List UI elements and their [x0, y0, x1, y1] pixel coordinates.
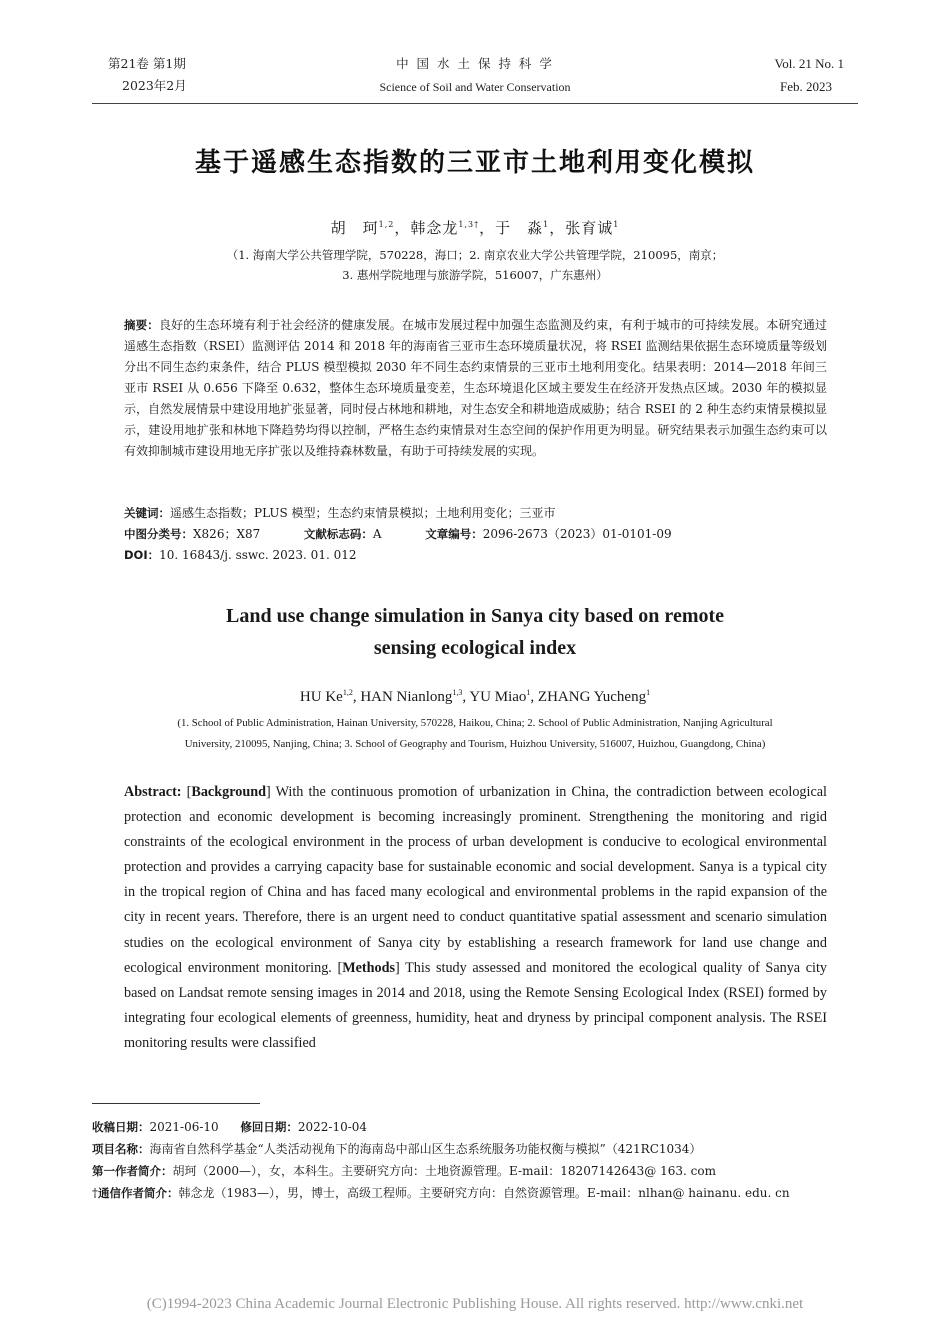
article-no-label: 文章编号：: [425, 527, 483, 541]
classification-row: [124, 524, 827, 545]
doc-code-label: 文献标志码：: [303, 527, 373, 541]
authors-en: [0, 689, 950, 706]
affiliation-en-line-2: University, 210095, Nanjing, China; 3. School of Geography and Tourism, Huizhou University, 516007, Huizhou, Guangdong, China): [184, 738, 766, 750]
title-en-line-1: Land use change simulation in Sanya city based on remote: [225, 605, 725, 627]
header-date-cn: 2023年2月: [122, 78, 187, 93]
clc-label: 中图分类号：: [124, 527, 193, 541]
author-en-2: HAN Nianlong$^{1,3}$,: [360, 688, 470, 705]
title-en-line-2: sensing ecological index: [373, 637, 577, 659]
abstract-cn: [124, 315, 827, 462]
revised-date: 2022-10-04: [297, 1120, 368, 1134]
footnote-corresponding-author: †通信作者简介：韩念龙（1983—），男，博士，高级工程师。主要研究方向：自然资源管理。E-mail：nlhan@ hainanu. edu. cn: [92, 1186, 790, 1200]
header-volume-en: Vol. 21 No. 1: [774, 56, 844, 71]
affiliation-cn-line-1: （1. 海南大学公共管理学院，570228，海口；2. 南京农业大学公共管理学院，210095，南京；: [226, 248, 724, 262]
header-journal-cn: 中 国 水 土 保 持 科 学: [396, 56, 554, 71]
footnote-first-author: 第一作者简介：胡珂（2000—），女，本科生。主要研究方向：土地资源管理。E-mail：18207142643@ 163. com: [92, 1164, 716, 1178]
received-date: 2021-06-10: [149, 1120, 219, 1134]
doi-label: DOI：: [124, 548, 160, 562]
authors-cn: [0, 217, 950, 238]
title-cn: 基于遥感生态指数的三亚市土地利用变化模拟: [194, 148, 755, 178]
footnote-project: 项目名称：海南省自然科学基金“人类活动视角下的海南岛中部山区生态系统服务功能权衡与模拟”（421RC1034）: [92, 1142, 702, 1156]
author-en-4: ZHANG Yucheng$^1$: [537, 688, 651, 705]
doc-code-value: A: [372, 527, 382, 541]
header-journal-en: Science of Soil and Water Conservation: [379, 80, 571, 94]
keywords-cn-label: 关键词：: [124, 506, 170, 520]
header-rule: [92, 103, 858, 104]
clc-value: X826；X87: [193, 527, 261, 541]
doi-row: [124, 545, 827, 566]
abstract-en-part-1: With the continuous promotion of urbanization in China, the contradiction between ecological protection and economic development is becoming increasingly prominent. Strengthening the monitoring and rigid constraints of the ecological environment in the process of urban development is conducive to ecological environmental protection and provides a carrying capacity base for sustainable economic and social development. Sanya is a typical city in the tropical region of China and has faced many ecological and environmental problems in the rapid expansion of the city in recent years. Therefore, there is an urgent need to conduct quantitative spatial assessment and scenario simulation studies on the ecological environment of Sanya city by establishing a research framework for land use change and ecological environment monitoring.: [124, 784, 827, 976]
keywords-cn: [124, 503, 827, 524]
abstract-cn-text: 良好的生态环境有利于社会经济的健康发展。在城市发展过程中加强生态监测及约束，有利于城市的可持续发展。本研究通过遥感生态指数（RSEI）监测评估 2014 和 2018 年的海南省三亚市生态环境质量状况，将 RSEI 监测结果依据生态环境质量等级划分出不同生态约束条件，结合 PLUS 模型模拟 2030 年不同生态约束情景的三亚市土地利用变化。结果表明：2014—2018 年间三亚市 RSEI 从 0.656 下降至 0.632，整体生态环境质量变差，生态环境退化区域主要发生在经济开发热点区域。2030 年的模拟显示，自然发展情景中建设用地扩张显著，同时侵占林地和耕地，对生态安全和耕地造成威胁；结合 RSEI 的 2 种生态约束情景模拟显示，建设用地扩张和林地下降趋势均得以控制，严格生态约束情景对生态空间的保护作用更为明显。研究结果表示加强生态约束可以有效抑制城市建设用地无序扩张以及维持森林数量，有助于可持续发展的实现。: [124, 318, 827, 458]
copyright-footer: (C)1994-2023 China Academic Journal Electronic Publishing House. All rights reserved. http://www.cnki.net: [146, 1296, 804, 1312]
header-date-en: Feb. 2023: [780, 79, 832, 94]
doi-value: 10. 16843/j. sswc. 2023. 01. 012: [159, 548, 357, 562]
affiliations-en: [0, 713, 950, 755]
tag-background: [Background]: [186, 784, 271, 800]
affiliation-en-line-1: (1. School of Public Administration, Hainan University, 570228, Haikou, China; 2. School of Public Administration, Nanjing Agricultural: [177, 717, 773, 729]
abstract-en: [124, 780, 827, 1056]
author-en-1: HU Ke$^{1,2}$,: [299, 688, 361, 705]
title-en: [0, 600, 950, 664]
author-en-3: YU Miao$^1$,: [469, 688, 538, 705]
author-cn-4: 张育诚$^1$: [565, 219, 620, 237]
abstract-en-part-2: This study assessed and monitored the ecological quality of Sanya city based on Landsat remote sensing images in 2014 and 2018, using the Remote Sensing Ecological Index (RSEI) formed by integrating four ecological elements of greenness, humidity, heat and dryness by principal component analysis. The RSEI monitoring results were classified: [124, 959, 827, 1051]
affiliation-cn-line-2: 3. 惠州学院地理与旅游学院，516007，广东惠州）: [342, 268, 608, 282]
abstract-cn-label: 摘要：: [124, 318, 159, 332]
tag-methods: [Methods]: [337, 959, 400, 976]
affiliations-cn: [0, 245, 950, 285]
header-volume-cn: 第21卷 第1期: [108, 56, 186, 71]
abstract-en-label: Abstract:: [124, 784, 182, 800]
keywords-cn-text: 遥感生态指数；PLUS 模型；生态约束情景模拟；土地利用变化；三亚市: [170, 506, 556, 520]
footnote-rule: [92, 1103, 260, 1104]
author-cn-2: 韩念龙$^{1,3\dagger}$，: [410, 219, 496, 237]
author-cn-1: 胡 珂$^{1,2}$，: [330, 219, 411, 237]
footnote-dates: 收稿日期：2021-06-10 修回日期：2022-10-04: [92, 1120, 368, 1134]
author-cn-3: 于 淼$^1$，: [495, 219, 566, 237]
article-no-value: 2096-2673（2023）01-0101-09: [482, 527, 672, 541]
